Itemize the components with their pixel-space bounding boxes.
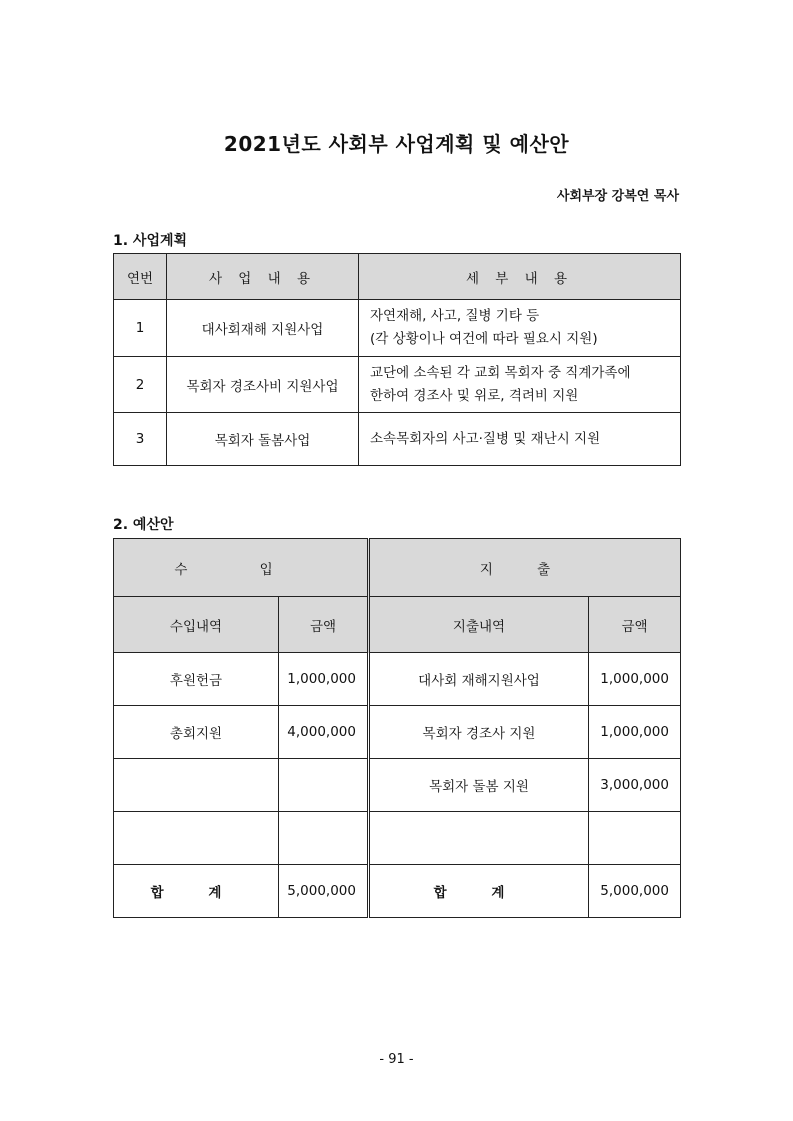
- plan-table: [113, 253, 681, 466]
- expense-item-header: 지출내역: [369, 597, 589, 653]
- expense-total-amount: 5,000,000: [589, 865, 681, 918]
- income-item: [114, 759, 279, 812]
- section-title-budget: 2. 예산안: [113, 517, 174, 533]
- plan-row-item: 대사회재해 지원사업: [167, 300, 359, 357]
- page-title: 2021년도 사회부 사업계획 및 예산안: [223, 132, 570, 156]
- budget-row: [114, 812, 681, 865]
- income-amount: 1,000,000: [279, 653, 369, 706]
- plan-header-no: 연번: [114, 254, 167, 300]
- expense-amount-header: 금액: [589, 597, 681, 653]
- income-header: 수 입: [114, 539, 369, 597]
- section-title-plan: 1. 사업계획: [113, 233, 188, 249]
- plan-row-item: 목회자 경조사비 지원사업: [167, 357, 359, 413]
- income-item: 후원헌금: [114, 653, 279, 706]
- income-amount: [279, 759, 369, 812]
- plan-row: [114, 413, 681, 466]
- income-total-amount: 5,000,000: [279, 865, 369, 918]
- income-amount: 4,000,000: [279, 706, 369, 759]
- plan-row: [114, 357, 681, 413]
- budget-table: [113, 538, 681, 918]
- plan-row-detail: [359, 357, 681, 413]
- income-amount-header: 금액: [279, 597, 369, 653]
- plan-header-item: 사 업 내 용: [167, 254, 359, 300]
- plan-row-detail-line: 소속목회자의 사고·질병 및 재난시 지원: [370, 430, 601, 447]
- expense-header: 지 출: [369, 539, 681, 597]
- income-item-header: 수입내역: [114, 597, 279, 653]
- expense-item: 목회자 돌봄 지원: [369, 759, 589, 812]
- plan-row-detail-line: 자연재해, 사고, 질병 기타 등: [370, 308, 540, 324]
- budget-row: [114, 653, 681, 706]
- income-item: 총회지원: [114, 706, 279, 759]
- plan-row-no: 3: [114, 413, 167, 466]
- page-number: - 91 -: [379, 1052, 414, 1067]
- income-total-label: 합 계: [114, 865, 279, 918]
- plan-header-row: [114, 254, 681, 300]
- expense-amount: 3,000,000: [589, 759, 681, 812]
- expense-item: [369, 812, 589, 865]
- expense-amount: [589, 812, 681, 865]
- plan-header-detail: 세 부 내 용: [359, 254, 681, 300]
- author-line: 사회부장 강복연 목사: [556, 189, 679, 204]
- plan-row-no: 2: [114, 357, 167, 413]
- plan-row-item: 목회자 돌봄사업: [167, 413, 359, 466]
- budget-total-row: [114, 865, 681, 918]
- expense-amount: 1,000,000: [589, 653, 681, 706]
- expense-item: 목회자 경조사 지원: [369, 706, 589, 759]
- expense-total-label: 합 계: [369, 865, 589, 918]
- plan-row-detail: [359, 300, 681, 357]
- income-item: [114, 812, 279, 865]
- budget-subheader-row: [114, 597, 681, 653]
- budget-row: [114, 706, 681, 759]
- expense-amount: 1,000,000: [589, 706, 681, 759]
- plan-row-detail: [359, 413, 681, 466]
- budget-header-row: [114, 539, 681, 597]
- expense-item: 대사회 재해지원사업: [369, 653, 589, 706]
- income-amount: [279, 812, 369, 865]
- plan-row-detail-line: 교단에 소속된 각 교회 목회자 중 직계가족에: [370, 364, 631, 381]
- plan-row-detail-line: (각 상황이나 여건에 따라 필요시 지원): [370, 331, 598, 347]
- budget-row: [114, 759, 681, 812]
- plan-row: [114, 300, 681, 357]
- plan-row-detail-line: 한하여 경조사 및 위로, 격려비 지원: [370, 387, 579, 404]
- plan-row-no: 1: [114, 300, 167, 357]
